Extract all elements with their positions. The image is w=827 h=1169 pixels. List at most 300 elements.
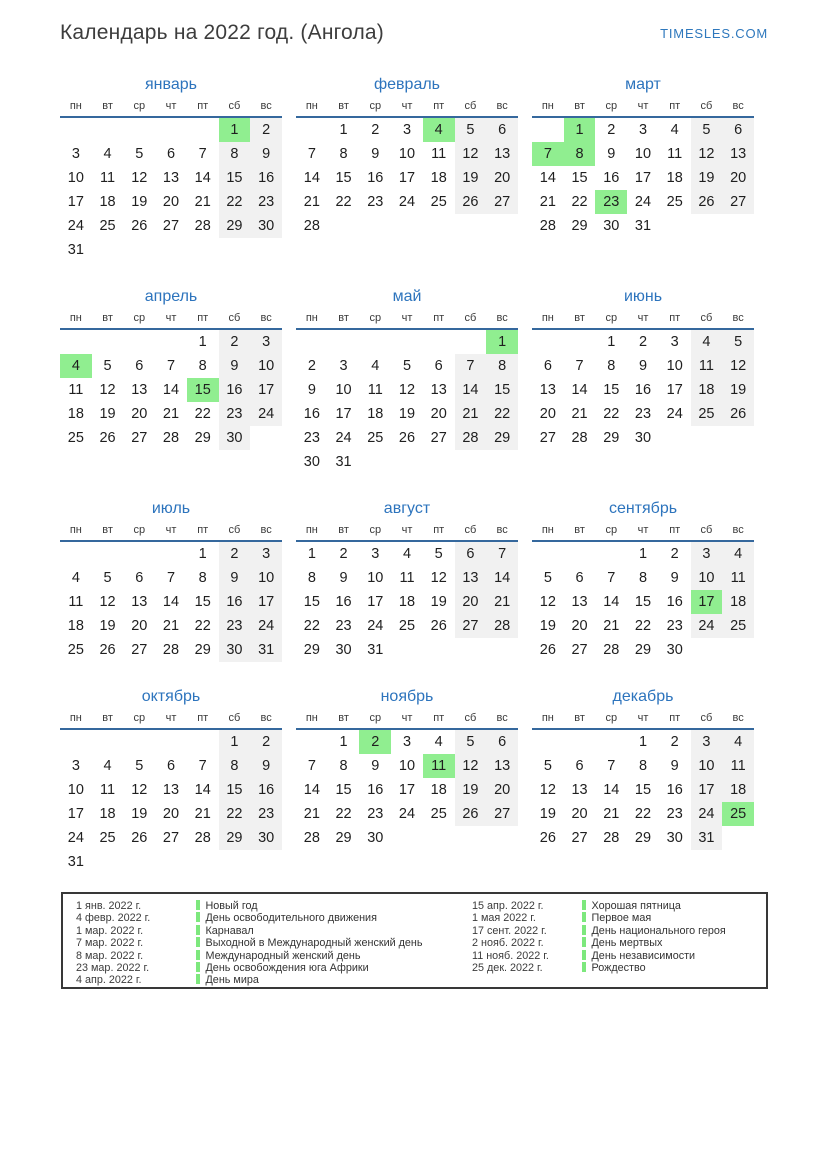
weekday-label: вт <box>574 712 585 724</box>
day-cell: 2 <box>250 118 282 142</box>
day-cell: 20 <box>131 406 148 422</box>
day-cell: 15 <box>603 382 620 398</box>
day-cell: 31 <box>335 454 352 470</box>
weekday-label: ср <box>369 312 382 324</box>
month-title: сентябрь <box>608 500 678 517</box>
day-cell: 1 <box>339 734 348 750</box>
day-cell: 19 <box>430 594 447 610</box>
day-cell: 27 <box>131 430 148 446</box>
day-cell: 6 <box>486 118 518 142</box>
page-title: Календарь на 2022 год. (Ангола) <box>60 21 384 44</box>
day-cell: 16 <box>666 594 683 610</box>
day-cell: 26 <box>722 402 754 426</box>
day-cell: 18 <box>99 194 116 210</box>
weekday-header-row <box>60 522 282 542</box>
empty-cell <box>155 330 187 354</box>
day-cell: 8 <box>638 758 648 774</box>
empty-cell <box>564 730 596 754</box>
legend-row <box>76 962 472 974</box>
day-cell: 30 <box>367 830 384 846</box>
day-cell: 6 <box>434 358 443 374</box>
day-cell: 3 <box>670 334 679 350</box>
weekday-label: пт <box>433 524 445 536</box>
day-cell: 12 <box>99 382 116 398</box>
weekday-label: пн <box>69 100 82 112</box>
day-cell: 25 <box>67 430 84 446</box>
day-cell: 17 <box>250 378 282 402</box>
day-cell: 31 <box>367 642 384 658</box>
calendar-year-grid <box>60 75 754 874</box>
legend-date: 1 мар. 2022 г. <box>76 924 144 937</box>
day-cell: 16 <box>219 590 251 614</box>
day-cell: 21 <box>486 590 518 614</box>
empty-cell <box>532 542 564 566</box>
weekday-label: пт <box>197 524 209 536</box>
month-february <box>296 75 518 238</box>
day-cell: 10 <box>691 754 723 778</box>
weekday-label: чт <box>637 100 649 112</box>
day-cell: 27 <box>131 642 148 658</box>
day-cell: 27 <box>162 218 180 234</box>
day-cell: 2 <box>670 734 679 750</box>
day-cell: 16 <box>634 382 652 398</box>
day-cell: 7 <box>607 758 616 774</box>
day-cell: 18 <box>367 406 384 422</box>
empty-cell <box>391 330 423 354</box>
day-cell: 2 <box>607 122 616 138</box>
weekday-label: сб <box>464 100 477 112</box>
day-cell: 5 <box>103 358 112 374</box>
month-day-grid <box>60 330 282 450</box>
day-cell: 3 <box>402 122 412 138</box>
day-cell: 19 <box>99 618 116 634</box>
legend-row <box>472 950 726 962</box>
day-cell: 18 <box>67 618 84 634</box>
empty-cell <box>123 542 155 566</box>
site-link[interactable]: TIMESLES.COM <box>660 26 768 41</box>
weekday-label: пн <box>541 524 554 536</box>
day-cell: 14 <box>162 594 180 610</box>
legend-date: 7 мар. 2022 г. <box>76 937 144 950</box>
day-cell: 2 <box>371 122 380 138</box>
day-cell: 18 <box>666 170 683 186</box>
weekday-header-row <box>296 710 518 730</box>
weekday-label: пн <box>69 712 82 724</box>
day-cell: 5 <box>434 546 443 562</box>
legend-holiday-name: День мертвых <box>591 937 663 950</box>
day-cell: 29 <box>303 642 320 658</box>
day-cell: 13 <box>722 142 754 166</box>
day-cell: 20 <box>722 166 754 190</box>
day-cell: 3 <box>71 758 80 774</box>
day-cell: 4 <box>103 758 112 774</box>
day-cell: 17 <box>250 590 282 614</box>
day-cell: 4 <box>423 118 455 142</box>
day-cell: 21 <box>303 194 320 210</box>
legend-date: 11 нояб. 2022 г. <box>472 949 549 962</box>
empty-cell <box>595 542 627 566</box>
weekday-label: ср <box>369 524 382 536</box>
day-cell: 30 <box>219 426 251 450</box>
day-cell: 22 <box>634 618 652 634</box>
weekday-label: ср <box>369 100 382 112</box>
month-title: февраль <box>373 76 441 93</box>
day-cell: 11 <box>722 566 754 590</box>
day-cell: 15 <box>187 378 219 402</box>
day-cell: 24 <box>691 614 723 638</box>
day-cell: 2 <box>219 542 251 566</box>
day-cell: 16 <box>367 782 384 798</box>
day-cell: 16 <box>303 406 320 422</box>
day-cell: 28 <box>162 430 180 446</box>
day-cell: 25 <box>367 430 384 446</box>
day-cell: 20 <box>486 166 518 190</box>
day-cell: 6 <box>575 570 584 586</box>
weekday-label: вт <box>338 312 349 324</box>
day-cell: 15 <box>303 594 320 610</box>
day-cell: 31 <box>67 242 84 258</box>
day-cell: 25 <box>67 642 84 658</box>
weekday-label: вс <box>732 100 744 112</box>
legend-holiday-name: Выходной в Международный женский день <box>205 937 423 950</box>
weekday-label: вт <box>102 100 113 112</box>
day-cell: 8 <box>219 142 251 166</box>
day-cell: 8 <box>486 354 518 378</box>
day-cell: 3 <box>371 546 380 562</box>
weekday-header-row <box>60 710 282 730</box>
weekday-label: пт <box>197 712 209 724</box>
day-cell: 26 <box>539 642 556 658</box>
legend-holiday-name: Карнавал <box>205 924 254 937</box>
month-title: январь <box>145 76 197 93</box>
empty-cell <box>60 542 92 566</box>
day-cell: 3 <box>250 330 282 354</box>
day-cell: 8 <box>198 358 207 374</box>
day-cell: 7 <box>166 570 176 586</box>
empty-cell <box>532 118 564 142</box>
day-cell: 23 <box>666 806 683 822</box>
day-cell: 11 <box>100 170 116 186</box>
day-cell: 18 <box>398 594 416 610</box>
day-cell: 9 <box>250 754 282 778</box>
weekday-label: вт <box>102 712 113 724</box>
month-title: декабрь <box>612 688 674 705</box>
day-cell: 26 <box>131 830 148 846</box>
holiday-marker-icon <box>196 937 200 947</box>
weekday-label: вт <box>338 100 349 112</box>
legend-row <box>76 925 472 937</box>
day-cell: 10 <box>691 566 723 590</box>
holiday-marker-icon <box>582 912 586 922</box>
day-cell: 24 <box>398 194 416 210</box>
legend-column-left <box>76 900 472 987</box>
day-cell: 15 <box>335 782 352 798</box>
empty-cell <box>123 118 155 142</box>
day-cell: 13 <box>571 594 588 610</box>
weekday-label: сб <box>700 100 713 112</box>
empty-cell <box>155 118 187 142</box>
day-cell: 2 <box>219 330 251 354</box>
weekday-label: пт <box>669 524 681 536</box>
day-cell: 23 <box>219 402 251 426</box>
day-cell: 12 <box>455 142 487 166</box>
day-cell: 26 <box>455 802 487 826</box>
day-cell: 23 <box>634 406 652 422</box>
day-cell: 16 <box>219 378 251 402</box>
day-cell: 11 <box>367 382 383 398</box>
day-cell: 3 <box>691 730 723 754</box>
empty-cell <box>359 330 391 354</box>
day-cell: 15 <box>634 782 652 798</box>
day-cell: 9 <box>219 566 251 590</box>
weekday-label: вс <box>260 312 272 324</box>
day-cell: 22 <box>335 806 352 822</box>
day-cell: 18 <box>430 782 447 798</box>
day-cell: 13 <box>430 382 447 398</box>
day-cell: 26 <box>99 642 116 658</box>
empty-cell <box>296 330 328 354</box>
day-cell: 22 <box>303 618 320 634</box>
day-cell: 22 <box>194 406 211 422</box>
day-cell: 1 <box>564 118 596 142</box>
month-day-grid <box>532 730 754 850</box>
empty-cell <box>123 730 155 754</box>
day-cell: 6 <box>455 542 487 566</box>
day-cell: 26 <box>539 830 556 846</box>
day-cell: 19 <box>131 194 148 210</box>
day-cell: 7 <box>166 358 176 374</box>
day-cell: 21 <box>603 806 620 822</box>
day-cell: 10 <box>634 146 652 162</box>
day-cell: 16 <box>250 778 282 802</box>
empty-cell <box>187 730 219 754</box>
day-cell: 5 <box>135 758 144 774</box>
empty-cell <box>564 330 596 354</box>
day-cell: 10 <box>367 570 384 586</box>
legend-holiday-name: День независимости <box>591 949 696 962</box>
day-cell: 24 <box>367 618 384 634</box>
weekday-label: чт <box>401 312 413 324</box>
day-cell: 23 <box>335 618 352 634</box>
month-title: март <box>625 76 661 93</box>
legend-date: 17 сент. 2022 г. <box>472 924 547 937</box>
day-cell: 15 <box>219 166 251 190</box>
day-cell: 13 <box>162 170 180 186</box>
legend-date: 2 нояб. 2022 г. <box>472 937 544 950</box>
month-day-grid <box>60 118 282 262</box>
day-cell: 12 <box>539 782 556 798</box>
day-cell: 8 <box>198 570 207 586</box>
legend-holiday-name: Рождество <box>591 961 646 974</box>
legend-row <box>472 925 726 937</box>
day-cell: 19 <box>131 806 148 822</box>
day-cell: 8 <box>607 358 616 374</box>
weekday-label: ср <box>133 312 146 324</box>
month-title: ноябрь <box>380 688 434 705</box>
weekday-label: сб <box>228 712 241 724</box>
day-cell: 23 <box>219 614 251 638</box>
month-day-grid <box>532 330 754 450</box>
day-cell: 20 <box>539 406 556 422</box>
legend-row <box>472 912 726 924</box>
day-cell: 4 <box>691 330 723 354</box>
day-cell: 9 <box>371 146 380 162</box>
month-title: май <box>392 288 422 305</box>
day-cell: 31 <box>691 826 723 850</box>
month-october <box>60 687 282 874</box>
day-cell: 11 <box>68 594 84 610</box>
day-cell: 17 <box>634 170 652 186</box>
day-cell: 11 <box>722 754 754 778</box>
day-cell: 29 <box>634 642 652 658</box>
day-cell: 26 <box>131 218 148 234</box>
day-cell: 7 <box>575 358 584 374</box>
month-title: август <box>383 500 431 517</box>
legend-row <box>76 937 472 949</box>
holiday-marker-icon <box>582 950 586 960</box>
day-cell: 21 <box>194 194 211 210</box>
day-cell: 27 <box>162 830 180 846</box>
day-cell: 17 <box>691 590 723 614</box>
legend-row <box>76 900 472 912</box>
weekday-label: сб <box>228 524 241 536</box>
legend-holiday-name: Хорошая пятница <box>591 900 681 912</box>
day-cell: 14 <box>194 170 211 186</box>
day-cell: 26 <box>99 430 116 446</box>
legend-date: 4 февр. 2022 г. <box>76 912 151 925</box>
weekday-label: чт <box>401 100 413 112</box>
day-cell: 22 <box>219 190 251 214</box>
month-december <box>532 687 754 850</box>
legend-holiday-name: Первое мая <box>591 912 652 925</box>
day-cell: 24 <box>335 430 352 446</box>
day-cell: 29 <box>194 642 211 658</box>
day-cell: 12 <box>430 570 447 586</box>
empty-cell <box>155 730 187 754</box>
weekday-label: пт <box>669 712 681 724</box>
weekday-label: пт <box>669 100 681 112</box>
day-cell: 13 <box>486 754 518 778</box>
day-cell: 5 <box>455 730 487 754</box>
day-cell: 21 <box>303 806 320 822</box>
day-cell: 13 <box>455 566 487 590</box>
day-cell: 24 <box>67 830 84 846</box>
day-cell: 15 <box>219 778 251 802</box>
day-cell: 19 <box>455 778 487 802</box>
day-cell: 11 <box>68 382 84 398</box>
day-cell: 10 <box>67 170 84 186</box>
legend-date: 23 мар. 2022 г. <box>76 961 150 974</box>
weekday-label: вт <box>574 100 585 112</box>
month-september <box>532 499 754 662</box>
day-cell: 27 <box>571 642 588 658</box>
legend-holiday-name: Международный женский день <box>205 949 361 962</box>
day-cell: 31 <box>250 638 282 662</box>
legend-holiday-name: Новый год <box>205 900 258 912</box>
weekday-label: ср <box>605 524 618 536</box>
weekday-label: вс <box>260 100 272 112</box>
day-cell: 7 <box>455 354 487 378</box>
weekday-label: ср <box>133 712 146 724</box>
weekday-header-row <box>532 98 754 118</box>
day-cell: 12 <box>539 594 556 610</box>
day-cell: 14 <box>486 566 518 590</box>
weekday-label: ср <box>605 100 618 112</box>
day-cell: 18 <box>67 406 84 422</box>
legend-row <box>76 950 472 962</box>
day-cell: 11 <box>423 754 455 778</box>
day-cell: 18 <box>722 590 754 614</box>
day-cell: 11 <box>399 570 415 586</box>
day-cell: 8 <box>564 142 596 166</box>
day-cell: 11 <box>100 782 116 798</box>
weekday-label: сб <box>464 712 477 724</box>
weekday-label: сб <box>228 100 241 112</box>
weekday-label: чт <box>637 312 649 324</box>
day-cell: 6 <box>722 118 754 142</box>
day-cell: 12 <box>455 754 487 778</box>
holiday-marker-icon <box>196 974 200 984</box>
legend-row <box>472 962 726 974</box>
day-cell: 12 <box>131 782 148 798</box>
legend-holiday-name: День мира <box>205 974 259 987</box>
weekday-header-row <box>532 310 754 330</box>
day-cell: 9 <box>670 758 679 774</box>
month-august <box>296 499 518 662</box>
empty-cell <box>187 118 219 142</box>
weekday-label: пн <box>69 524 82 536</box>
day-cell: 30 <box>303 454 320 470</box>
day-cell: 12 <box>691 142 723 166</box>
day-cell: 30 <box>634 430 652 446</box>
day-cell: 4 <box>60 354 92 378</box>
day-cell: 14 <box>603 782 620 798</box>
day-cell: 28 <box>486 614 518 638</box>
day-cell: 5 <box>455 118 487 142</box>
weekday-label: вт <box>102 524 113 536</box>
day-cell: 30 <box>219 638 251 662</box>
holiday-legend <box>61 892 768 989</box>
day-cell: 4 <box>71 570 80 586</box>
day-cell: 12 <box>398 382 416 398</box>
day-cell: 17 <box>398 782 416 798</box>
weekday-header-row <box>532 522 754 542</box>
day-cell: 30 <box>250 826 282 850</box>
day-cell: 22 <box>335 194 352 210</box>
day-cell: 10 <box>67 782 84 798</box>
day-cell: 26 <box>398 430 416 446</box>
day-cell: 16 <box>666 782 683 798</box>
day-cell: 30 <box>335 642 352 658</box>
day-cell: 8 <box>339 758 348 774</box>
day-cell: 21 <box>162 618 180 634</box>
day-cell: 16 <box>335 594 352 610</box>
day-cell: 11 <box>667 146 683 162</box>
month-day-grid <box>296 730 518 850</box>
day-cell: 22 <box>634 806 652 822</box>
month-day-grid <box>532 542 754 662</box>
month-day-grid <box>296 330 518 474</box>
weekday-label: чт <box>165 100 177 112</box>
day-cell: 27 <box>539 430 556 446</box>
empty-cell <box>532 330 564 354</box>
day-cell: 4 <box>103 146 112 162</box>
day-cell: 11 <box>691 354 723 378</box>
day-cell: 28 <box>303 218 320 234</box>
weekday-label: вс <box>732 312 744 324</box>
day-cell: 26 <box>691 190 723 214</box>
month-june <box>532 287 754 450</box>
